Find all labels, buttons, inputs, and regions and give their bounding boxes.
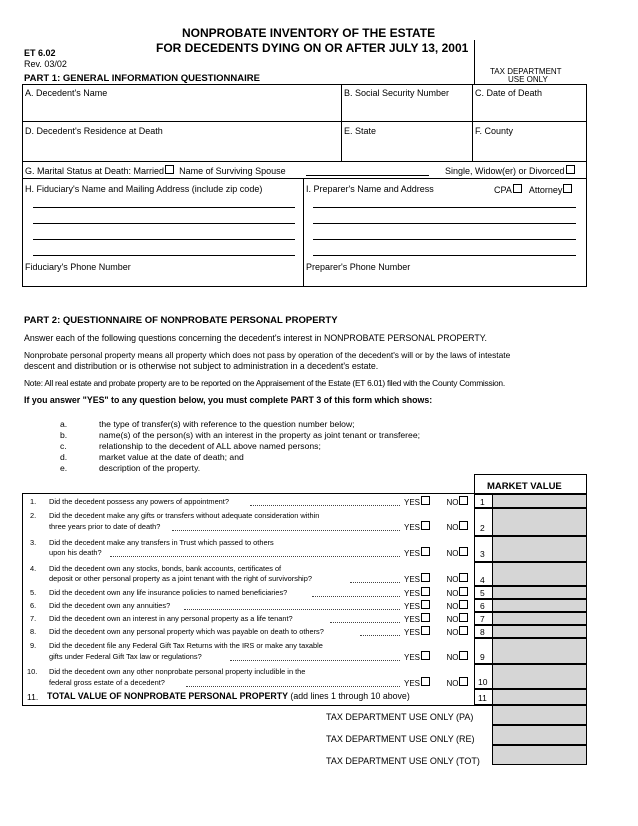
preparer-line-4[interactable]	[313, 255, 576, 256]
question-10-number: 10.	[27, 667, 38, 676]
cpa-checkbox[interactable]	[513, 184, 522, 193]
decedent-name-field[interactable]	[24, 100, 338, 119]
cpa-label: CPA	[494, 185, 512, 195]
market-value-cell-6[interactable]	[492, 599, 587, 612]
attorney-checkbox[interactable]	[563, 184, 572, 193]
market-value-cell-11[interactable]	[492, 689, 587, 705]
question-6-number: 6.	[30, 601, 37, 610]
question-8-number: 8.	[30, 627, 37, 636]
line-number-4: 4	[480, 575, 485, 585]
question-6-no-label: NO	[446, 602, 459, 611]
question-3-answers	[404, 547, 468, 558]
question-8-answers	[404, 626, 468, 637]
question-8-yes-label: YES	[404, 628, 421, 637]
line-number-6: 6	[480, 601, 485, 611]
question-7-yes-checkbox[interactable]	[421, 613, 430, 622]
market-value-cell-9[interactable]	[492, 638, 587, 664]
question-10-no-label: NO	[446, 679, 459, 688]
question-9-answers	[404, 651, 468, 662]
question-2-yes-checkbox[interactable]	[421, 521, 430, 530]
part2-heading: PART 2: QUESTIONNAIRE OF NONPROBATE PERSONAL PROPERTY	[24, 315, 338, 326]
question-2-text-1: Did the decedent make any gifts or transfers without adequate consideration within	[49, 511, 320, 520]
market-value-cell-8[interactable]	[492, 625, 587, 638]
question-4-text-1: Did the decedent own any stocks, bonds, bank accounts, certificates of	[49, 564, 282, 573]
list-letter-d: d.	[60, 452, 68, 462]
question-4-no-checkbox[interactable]	[459, 573, 468, 582]
row-divider-2	[22, 161, 586, 162]
question-8-text: Did the decedent own any personal property which was payable on death to others?	[49, 627, 324, 636]
fiduciary-line-4[interactable]	[33, 255, 295, 256]
question-8-leader	[360, 635, 400, 636]
tax-dept-divider	[474, 40, 475, 84]
list-item-b: name(s) of the person(s) with an interest in the property as joint tenant or transferee;	[99, 430, 420, 440]
market-value-cell-4[interactable]	[492, 562, 587, 586]
list-item-c: relationship to the decedent of ALL above named persons;	[99, 441, 321, 451]
question-3-no-label: NO	[446, 549, 459, 558]
question-5-no-checkbox[interactable]	[459, 587, 468, 596]
fiduciary-phone-label: Fiduciary's Phone Number	[25, 262, 131, 272]
question-1-yes-checkbox[interactable]	[421, 496, 430, 505]
market-value-cell-2[interactable]	[492, 508, 587, 536]
question-4-answers	[404, 573, 468, 584]
question-5-no-label: NO	[446, 589, 459, 598]
question-4-yes-label: YES	[404, 575, 421, 584]
fiduciary-line-1[interactable]	[33, 207, 295, 208]
part1-left-border	[22, 84, 23, 286]
part1-right-border	[586, 84, 587, 286]
line-number-3: 3	[480, 549, 485, 559]
ssn-label: B. Social Security Number	[344, 88, 450, 98]
preparer-line-3[interactable]	[313, 239, 576, 240]
state-label: E. State	[344, 126, 377, 136]
decedent-name-label: A. Decedent's Name	[25, 88, 108, 98]
question-9-text-2: gifts under Federal Gift Tax law or regulations?	[49, 652, 202, 661]
single-widow-divorced-label: Single, Widow(er) or Divorced	[445, 166, 565, 176]
question-3-number: 3.	[30, 538, 37, 547]
preparer-phone-label: Preparer's Phone Number	[306, 262, 411, 272]
residence-field[interactable]	[24, 138, 338, 159]
question-7-number: 7.	[30, 614, 37, 623]
question-10-yes-label: YES	[404, 679, 421, 688]
tax-use-pa-label: TAX DEPARTMENT USE ONLY (PA)	[326, 712, 474, 722]
question-2-number: 2.	[30, 511, 37, 520]
question-2-yes-label: YES	[404, 523, 421, 532]
market-value-cell-1[interactable]	[492, 494, 587, 508]
question-9-leader	[230, 660, 400, 661]
market-value-label: MARKET VALUE	[487, 481, 562, 492]
nonprobate-definition-1: Nonprobate personal property means all property which does not pass by operation of the decedent's will or by the laws of intestate	[24, 350, 511, 360]
list-letter-e: e.	[60, 463, 68, 473]
question-7-no-label: NO	[446, 615, 459, 624]
question-4-yes-checkbox[interactable]	[421, 573, 430, 582]
market-value-cell-10[interactable]	[492, 664, 587, 689]
question-7-text: Did the decedent own an interest in any personal property as a life tenant?	[49, 614, 293, 623]
question-4-text-2: deposit or other personal property as a joint tenant with the right of survivorship?	[49, 574, 312, 583]
question-2-no-label: NO	[446, 523, 459, 532]
question-2-text-2: three years prior to date of death?	[49, 522, 161, 531]
question-1-text: Did the decedent possess any powers of appointment?	[49, 497, 229, 506]
question-9-yes-checkbox[interactable]	[421, 651, 430, 660]
question-10-text-2: federal gross estate of a decedent?	[49, 678, 165, 687]
question-7-leader	[330, 622, 400, 623]
fiduciary-line-2[interactable]	[33, 223, 295, 224]
market-value-cell-3[interactable]	[492, 536, 587, 562]
line-number-5: 5	[480, 588, 485, 598]
form-title-line1: NONPROBATE INVENTORY OF THE ESTATE	[182, 26, 436, 40]
tax-use-re-label: TAX DEPARTMENT USE ONLY (RE)	[326, 734, 475, 744]
form-id: ET 6.02	[24, 48, 56, 58]
question-6-yes-label: YES	[404, 602, 421, 611]
question-4-no-label: NO	[446, 575, 459, 584]
question-10-leader	[186, 686, 400, 687]
question-3-yes-checkbox[interactable]	[421, 547, 430, 556]
line-number-10: 10	[478, 677, 488, 687]
question-1-leader	[250, 505, 400, 506]
real-estate-note: Note: All real estate and probate property are to be reported on the Appraisement of the Estate (ET 6.01) filed with the County Commission.	[24, 378, 505, 388]
tax-dept-label-2: USE ONLY	[508, 75, 548, 84]
attorney-label: Attorney	[528, 185, 563, 195]
line-number-2: 2	[480, 523, 485, 533]
market-value-cell-5[interactable]	[492, 586, 587, 599]
ssn-field[interactable]	[343, 100, 470, 119]
list-letter-a: a.	[60, 419, 68, 429]
question-9-no-label: NO	[446, 653, 459, 662]
question-1-answers	[404, 496, 468, 507]
question-5-leader	[312, 596, 400, 597]
question-4-leader	[350, 582, 400, 583]
line-number-11: 11	[478, 693, 487, 703]
question-6-answers	[404, 600, 468, 611]
part1-top-rule	[22, 84, 586, 85]
questions-left-border	[22, 493, 23, 705]
question-10-no-checkbox[interactable]	[459, 677, 468, 686]
list-item-d: market value at the date of death; and	[99, 452, 244, 462]
preparer-label: I. Preparer's Name and Address	[306, 184, 434, 194]
question-8-no-checkbox[interactable]	[459, 626, 468, 635]
tax-use-tot-cell[interactable]	[492, 745, 587, 765]
list-item-e: description of the property.	[99, 463, 201, 473]
question-3-leader	[110, 556, 400, 557]
part2-intro: Answer each of the following questions concerning the decedent's interest in NONPROBATE PERSONAL PROPERTY.	[24, 333, 487, 343]
question-3-no-checkbox[interactable]	[459, 547, 468, 556]
question-5-yes-checkbox[interactable]	[421, 587, 430, 596]
question-7-no-checkbox[interactable]	[459, 613, 468, 622]
question-7-yes-label: YES	[404, 615, 421, 624]
question-1-no-label: NO	[446, 498, 459, 507]
question-6-leader	[184, 609, 400, 610]
single-widow-divorced-checkbox[interactable]	[566, 165, 575, 174]
form-revision: Rev. 03/02	[24, 59, 67, 69]
part1-heading: PART 1: GENERAL INFORMATION QUESTIONNAIRE	[24, 73, 260, 84]
fiduciary-line-3[interactable]	[33, 239, 295, 240]
question-1-no-checkbox[interactable]	[459, 496, 468, 505]
list-letter-b: b.	[60, 430, 68, 440]
question-4-number: 4.	[30, 564, 37, 573]
question-8-yes-checkbox[interactable]	[421, 626, 430, 635]
preparer-credentials	[494, 184, 572, 195]
surviving-spouse-line[interactable]	[306, 175, 429, 176]
residence-label: D. Decedent's Residence at Death	[25, 126, 163, 136]
line-number-7: 7	[480, 614, 485, 624]
question-10-answers	[404, 677, 468, 688]
question-7-answers	[404, 613, 468, 624]
tax-dept-label-1: TAX DEPARTMENT	[490, 67, 562, 76]
tax-use-pa-cell[interactable]	[492, 705, 587, 725]
question-10-text-1: Did the decedent own any other nonprobate personal property includible in the	[49, 667, 306, 676]
question-2-leader	[172, 530, 400, 531]
marital-status-label	[25, 165, 286, 176]
question-6-yes-checkbox[interactable]	[421, 600, 430, 609]
preparer-line-1[interactable]	[313, 207, 576, 208]
row-divider-3	[22, 178, 586, 179]
question-5-text: Did the decedent own any life insurance policies to named beneficiaries?	[49, 588, 288, 597]
list-item-a: the type of transfer(s) with reference to the question number below;	[99, 419, 355, 429]
question-3-text-2: upon his death?	[49, 548, 102, 557]
question-9-yes-label: YES	[404, 653, 421, 662]
question-8-no-label: NO	[446, 628, 459, 637]
yes-instruction: If you answer "YES" to any question below, you must complete PART 3 of this form which shows:	[24, 395, 433, 405]
form-title-line2: FOR DECEDENTS DYING ON OR AFTER JULY 13, 2001	[156, 41, 469, 55]
question-6-no-checkbox[interactable]	[459, 600, 468, 609]
tax-use-re-cell[interactable]	[492, 725, 587, 745]
line-number-1: 1	[480, 497, 485, 507]
date-of-death-label: C. Date of Death	[475, 88, 543, 98]
tax-use-tot-label: TAX DEPARTMENT USE ONLY (TOT)	[326, 756, 480, 766]
question-1-number: 1.	[30, 497, 37, 506]
date-of-death-field[interactable]	[474, 100, 584, 119]
question-9-no-checkbox[interactable]	[459, 651, 468, 660]
total-line	[47, 691, 410, 701]
nonprobate-definition-2: descent and distribution or is otherwise not subject to administration in a decedent's estate.	[24, 361, 379, 371]
part1-bottom-rule	[22, 286, 587, 287]
market-value-cell-7[interactable]	[492, 612, 587, 625]
fiduciary-label: H. Fiduciary's Name and Mailing Address (include zip code)	[25, 184, 263, 194]
question-2-no-checkbox[interactable]	[459, 521, 468, 530]
question-5-yes-label: YES	[404, 589, 421, 598]
county-field[interactable]	[474, 138, 584, 159]
total-label: TOTAL VALUE OF NONPROBATE PERSONAL PROPERTY	[47, 691, 288, 701]
row-divider-1	[22, 121, 586, 122]
col-divider-b	[341, 84, 342, 161]
question-1-yes-label: YES	[404, 498, 421, 507]
question-9-number: 9.	[30, 641, 37, 650]
total-instruction: (add lines 1 through 10 above)	[290, 691, 410, 701]
question-3-yes-label: YES	[404, 549, 421, 558]
question-10-yes-checkbox[interactable]	[421, 677, 430, 686]
total-number: 11.	[27, 692, 39, 702]
marital-status-other	[445, 165, 575, 176]
line-number-9: 9	[480, 652, 485, 662]
question-5-answers	[404, 587, 468, 598]
state-field[interactable]	[343, 138, 470, 159]
marital-status-text: G. Marital Status at Death: Married	[25, 166, 165, 176]
question-3-text-1: Did the decedent make any transfers in Trust which passed to others	[49, 538, 274, 547]
question-2-answers	[404, 521, 468, 532]
col-divider-hi	[303, 178, 304, 286]
county-label: F. County	[475, 126, 514, 136]
col-divider-c	[472, 84, 473, 161]
preparer-line-2[interactable]	[313, 223, 576, 224]
married-checkbox[interactable]	[165, 165, 174, 174]
question-5-number: 5.	[30, 588, 37, 597]
line-number-8: 8	[480, 627, 485, 637]
surviving-spouse-label: Name of Surviving Spouse	[179, 166, 286, 176]
list-letter-c: c.	[60, 441, 67, 451]
question-9-text-1: Did the decedent file any Federal Gift Tax Returns with the IRS or make any taxable	[49, 641, 323, 650]
question-6-text: Did the decedent own any annuities?	[49, 601, 171, 610]
